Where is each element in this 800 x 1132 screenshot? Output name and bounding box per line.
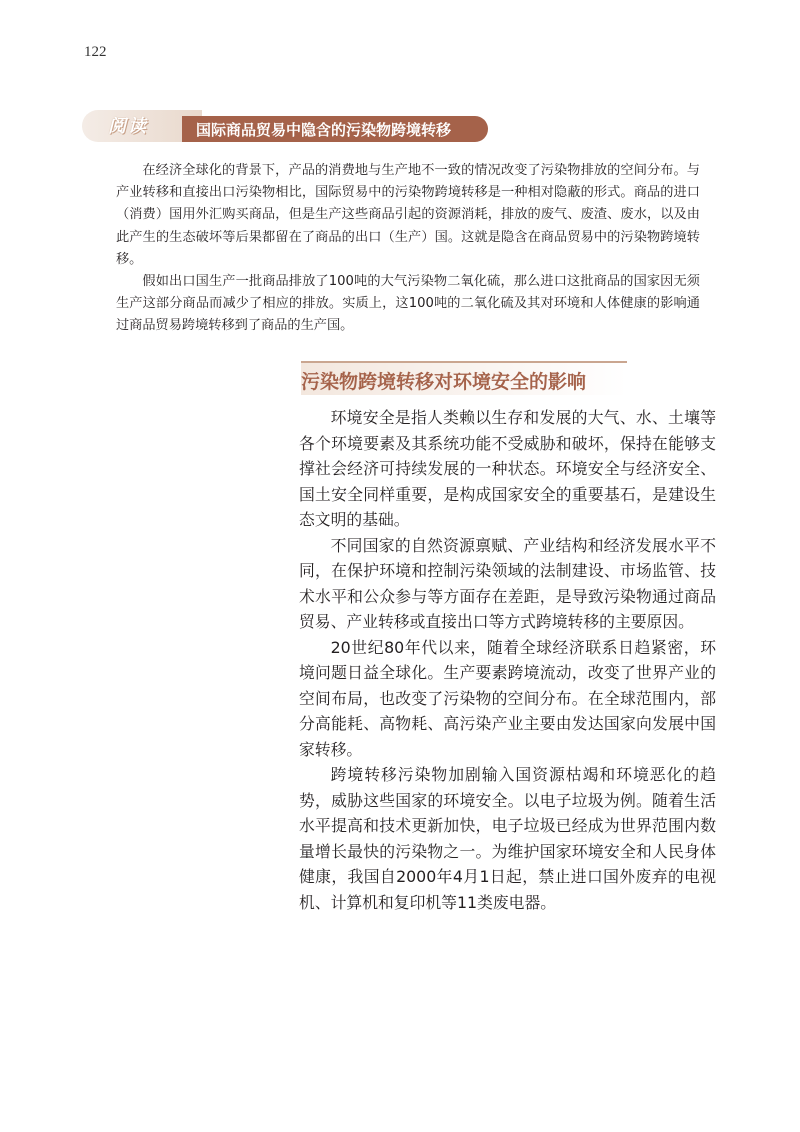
reading-paragraph: 假如出口国生产一批商品排放了100吨的大气污染物二氧化硫，那么进口这批商品的国家因无须生产这部分商品而减少了相应的排放。实质上，这100吨的二氧化硫及其对环境和人体健康的影响通过商品贸易跨境转移到了商品的生产国。 (116, 274, 700, 334)
reading-paragraph: 在经济全球化的背景下，产品的消费地与生产地不一致的情况改变了污染物排放的空间分布。与产业转移和直接出口污染物相比，国际贸易中的污染物跨境转移是一种相对隐蔽的形式。商品的进口（消费）国用外汇购买商品，但是生产这些商品引起的资源消耗，排放的废气、废渣、废水，以及由此产生的生态破坏等后果都留在了商品的出口（生产）国。这就是隐含在商品贸易中的污染物跨境转移。 (116, 163, 700, 267)
reading-body (116, 160, 700, 338)
body-paragraph: 跨境转移污染物加剧输入国资源枯竭和环境恶化的趋势，威胁这些国家的环境安全。以电子垃圾为例。随着生活水平提高和技术更新加快，电子垃圾已经成为世界范围内数量增长最快的污染物之一。为维护国家环境安全和人民身体健康，我国自2000年4月1日起，禁止进口国外废弃的电视机、计算机和复印机等11类废电器。 (299, 765, 716, 912)
body-paragraph: 环境安全是指人类赖以生存和发展的大气、水、土壤等各个环境要素及其系统功能不受威胁和破坏，保持在能够支撑社会经济可持续发展的一种状态。环境安全与经济安全、国土安全同样重要，是构成国家安全的重要基石，是建设生态文明的基础。 (299, 408, 716, 529)
section-heading-text: 污染物跨境转移对环境安全的影响 (301, 371, 587, 393)
page-number: 122 (84, 44, 107, 60)
reading-title: 国际商品贸易中隐含的污染物跨境转移 (196, 121, 452, 139)
section-heading (301, 361, 627, 395)
body-paragraph: 20世纪80年代以来，随着全球经济联系日趋紧密，环境问题日益全球化。生产要素跨境流动，改变了世界产业的空间布局，也改变了污染物的空间分布。在全球范围内，部分高能耗、高物耗、高污染产业主要由发达国家向发展中国家转移。 (299, 637, 716, 759)
reading-title-box (182, 116, 488, 142)
body-paragraph: 不同国家的自然资源禀赋、产业结构和经济发展水平不同，在保护环境和控制污染领域的法制建设、市场监管、技术水平和公众参与等方面存在差距，是导致污染物通过商品贸易、产业转移或直接出口等方式跨境转移的主要原因。 (299, 535, 716, 631)
reading-banner (82, 110, 488, 142)
reading-tag-label: 阅读 (108, 116, 148, 137)
main-body (299, 405, 716, 915)
